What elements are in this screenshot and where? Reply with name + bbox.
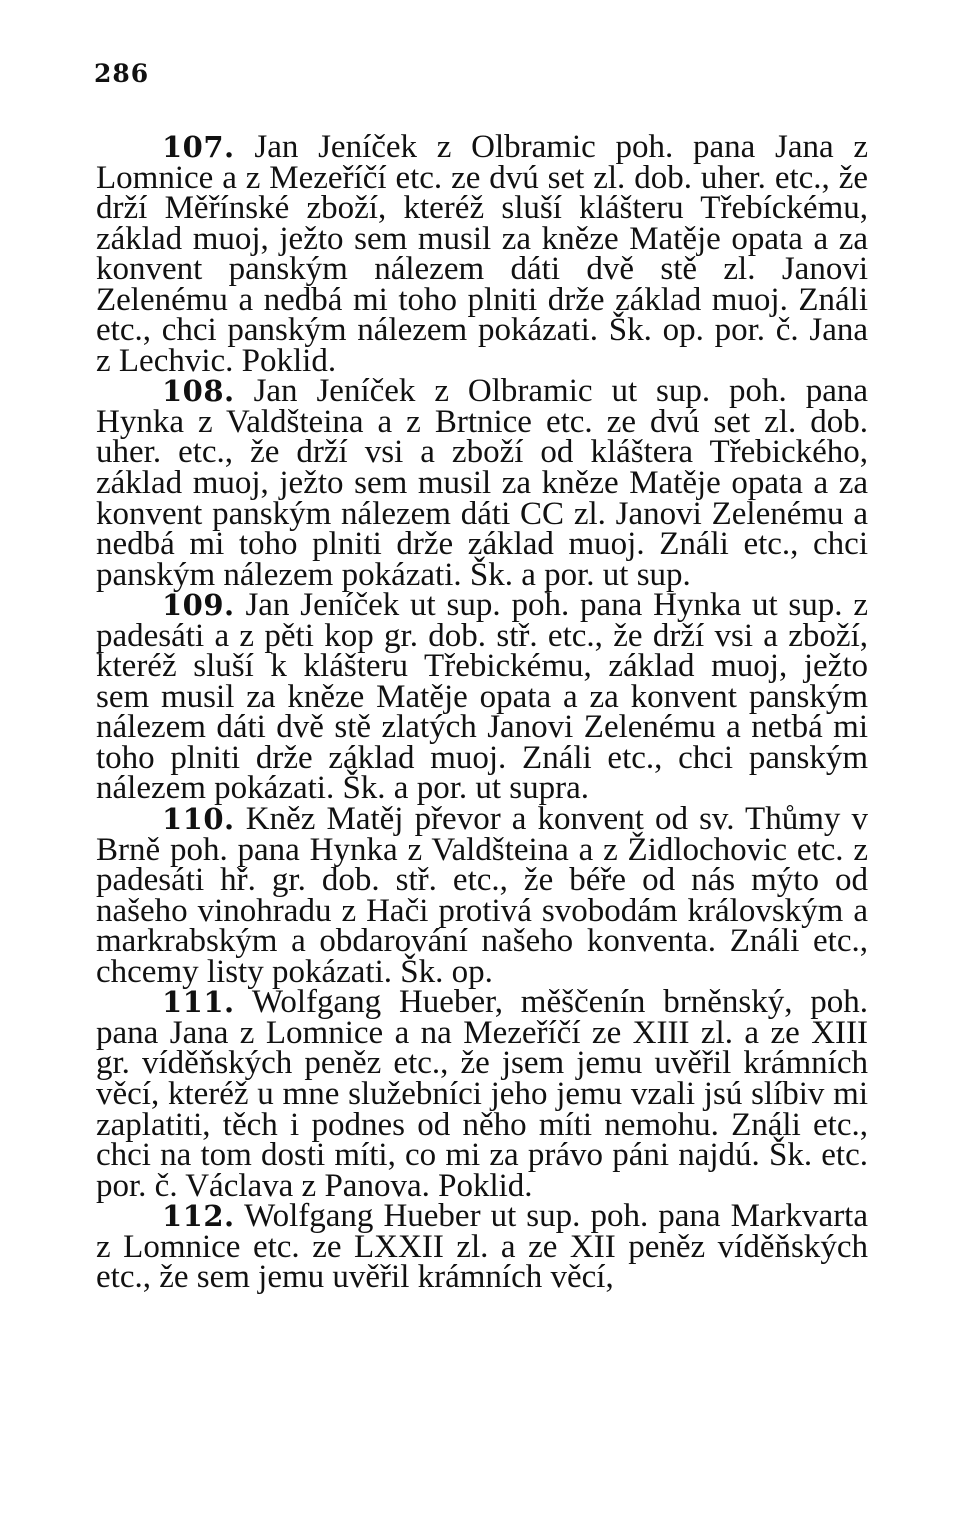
entry-text: Wolfgang Hueber ut sup. poh. pana Markvarta z Lomnice etc. ze LXXII zl. a ze XII peněz víděňských etc., že sem jemu uvěřil krámních věcí, <box>96 1198 868 1296</box>
entry-number: 111. <box>162 985 235 1020</box>
entry-number: 107. <box>162 130 235 164</box>
entry-number: 108. <box>162 374 235 409</box>
entry-6 <box>96 1198 868 1296</box>
book-page <box>94 56 869 1296</box>
entry-text: Jan Jeníček ut sup. poh. pana Hynka ut sup. z padesáti a z pěti kop gr. dob. stř. etc., že drží vsi a zboží, kteréž sluší k klášteru Třebickému, základ muoj, ježto sem musil za kněze Matěje opata a za konvent panským nálezem dáti dvě stě zlatých Janovi Zelenému a netbá mi toho plniti drže základ muoj. Ználi etc., chci panským nálezem pokázati. Šk. a por. ut supra. <box>96 587 868 807</box>
entry-text: Kněz Matěj převor a konvent od sv. Thůmy v Brně poh. pana Hynka z Valdšteina a z Židlochovic etc. z padesáti hř. gr. dob. stř. etc., že béře od nás mýto od našeho vinohradu z Hači protivá svobodám královským a markrabským a obdarování našeho konventa. Ználi etc., chcemy listy pokázati. Šk. op. <box>96 801 868 990</box>
entry-number: 112. <box>162 1199 235 1234</box>
entry-number: 110. <box>162 802 235 837</box>
entry-text: Wolfgang Hueber, měščenín brněnský, poh. pana Jana z Lomnice a na Mezeříčí ze XIII zl. a ze XIII gr. víděňských peněz etc., že jsem jemu uvěřil krámních věcí, kteréž u mne služebníci jeho jemu vzali jsú slíbiv mi zaplatiti, těch i podnes od něho míti nemohu. Ználi etc., chci na tom dosti míti, co mi za právo páni najdú. Šk. etc. por. č. Václava z Panova. Poklid. <box>96 984 869 1204</box>
entry-3 <box>96 587 868 807</box>
entry-1 <box>96 129 868 379</box>
entry-text: Jan Jeníček z Olbramic poh. pana Jana z Lomnice a z Mezeříčí etc. ze dvú set zl. dob. uher. etc., že drží Měřínské zboží, kteréž sluší klášteru Třebíckému, základ muoj, ježto sem musil za kněze Matěje opata a za konvent panským nálezem dáti dvě stě zl. Janovi Zelenému a nedbá mi toho plniti drže základ muoj. Ználi etc., chci panským nálezem pokázati. Šk. op. por. č. Jana z Lechvic. Poklid. <box>96 129 868 379</box>
entry-2 <box>96 373 869 593</box>
entry-text: Jan Jeníček z Olbramic ut sup. poh. pana Hynka z Valdšteina a z Brtnice etc. ze dvú set zl. dob. uher. etc., že drží vsi a zboží od kláštera Třebického, základ muoj, ježto sem musil za kněze Matěje opata a za konvent panským nálezem dáti CC zl. Janovi Zelenému a nedbá mi toho plniti drže základ muoj. Ználi etc., chci panským nálezem pokázati. Šk. a por. ut sup. <box>96 373 869 593</box>
entry-4 <box>96 801 868 990</box>
entries-list <box>96 129 869 1296</box>
entry-number: 109. <box>162 588 235 623</box>
entry-5 <box>96 984 869 1204</box>
page-number: 286 <box>94 59 150 88</box>
